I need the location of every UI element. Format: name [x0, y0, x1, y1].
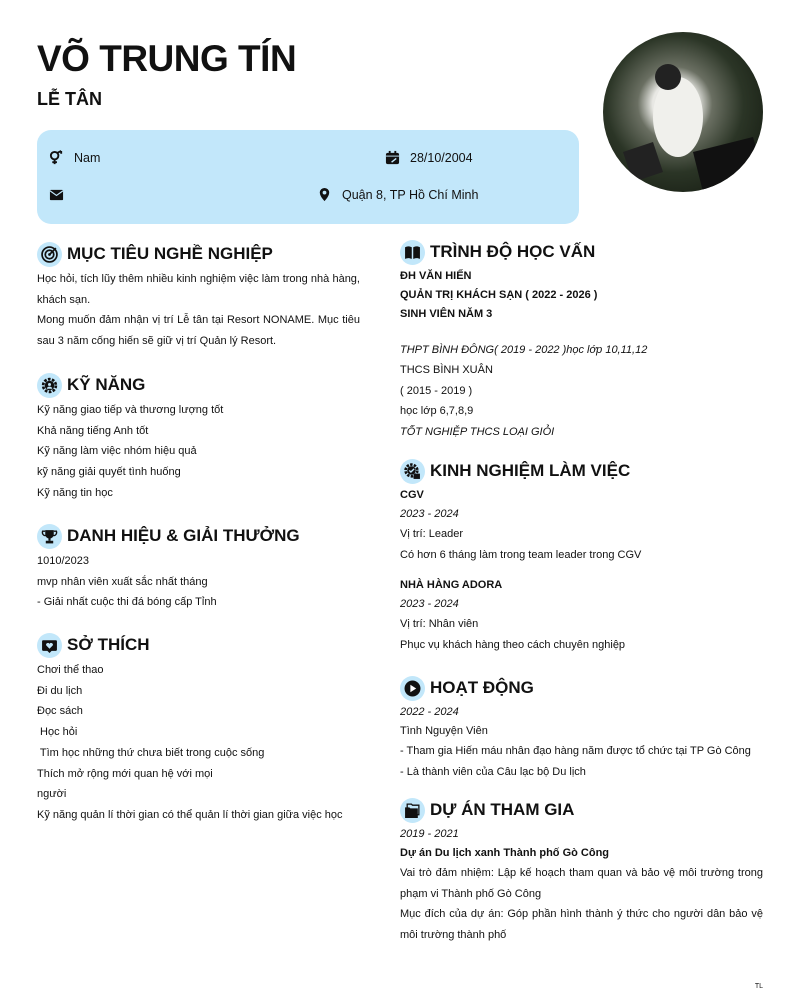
awards-section — [37, 523, 360, 613]
section-title: HOẠT ĐỘNG — [430, 678, 534, 697]
skill-item: Kỹ năng làm việc nhóm hiệu quả — [37, 445, 197, 458]
job-position: Vị trí: Leader — [400, 528, 463, 540]
activity-item: - Là thành viên của Câu lạc bộ Du lịch — [400, 765, 586, 778]
contact-info-box — [37, 130, 579, 224]
page-mark: TL — [754, 983, 763, 990]
activity-item: - Tham gia Hiến máu nhân đạo hàng năm được tổ chức tại TP Gò Công — [400, 745, 751, 757]
gender-icon — [49, 150, 64, 165]
skills-section — [37, 372, 360, 504]
play-circle-icon — [400, 676, 425, 701]
job-company: CGV — [400, 489, 424, 501]
hobby-item: Chơi thể thao — [37, 664, 104, 676]
secondary-result: TỐT NGHIỆP THCS LOẠI GIỎI — [400, 426, 555, 439]
candidate-name: VÕ TRUNG TÍN — [37, 38, 297, 79]
hobbies-section — [37, 632, 360, 826]
hobby-item: Thích mở rộng mới quan hệ với mọi — [37, 767, 213, 780]
education-section — [400, 239, 763, 443]
book-icon — [400, 240, 425, 265]
objective-text: Học hỏi, tích lũy thêm nhiều kinh nghiệm việc làm trong nhà hàng, khách sạn. — [37, 273, 360, 306]
location-pin-icon — [317, 187, 332, 202]
section-title: DỰ ÁN THAM GIA — [430, 800, 575, 819]
activity-period: 2022 - 2024 — [400, 706, 459, 718]
university-major: QUẢN TRỊ KHÁCH SẠN ( 2022 - 2026 ) — [400, 289, 598, 301]
experience-section — [400, 458, 763, 656]
target-icon — [37, 242, 62, 267]
hobby-item: Kỹ năng quản lí thời gian có thể quản lí thời gian giữa việc học — [37, 808, 343, 821]
objective-text: Mong muốn đảm nhận vị trí Lễ tân tại Resort NONAME. Mục tiêu sau 3 năm cống hiến sẽ giữ vị trí Quản lý Resort. — [37, 314, 360, 348]
job-description: Có hơn 6 tháng làm trong team leader trong CGV — [400, 548, 642, 561]
dob-text: 28/10/2004 — [410, 150, 473, 165]
envelope-icon — [49, 187, 64, 202]
project-name: Dự án Du lịch xanh Thành phố Gò Công — [400, 847, 610, 859]
job-description: Phục vụ khách hàng theo cách chuyên nghiệp — [400, 639, 626, 652]
candidate-role: LỄ TÂN — [37, 89, 102, 109]
hobby-item: Tìm học những thứ chưa biết trong cuộc sống — [37, 746, 265, 759]
job-position: Vị trí: Nhân viên — [400, 618, 479, 631]
profile-photo — [603, 32, 763, 192]
project-period: 2019 - 2021 — [400, 828, 459, 840]
job-company: NHÀ HÀNG ADORA — [400, 579, 503, 592]
calendar-icon — [385, 150, 400, 165]
hobby-item: Đi du lịch — [37, 684, 83, 697]
objective-section — [37, 241, 360, 352]
hobby-item: Đọc sách — [37, 705, 83, 718]
section-title: TRÌNH ĐỘ HỌC VẤN — [430, 242, 596, 261]
gender-item — [49, 150, 100, 165]
award-item: 1010/2023 — [37, 555, 89, 567]
secondary-school: THCS BÌNH XUÂN — [400, 364, 493, 376]
address-item — [317, 187, 478, 202]
award-item: - Giải nhất cuộc thi đá bóng cấp Tỉnh — [37, 596, 217, 609]
dob-item — [385, 150, 473, 165]
award-item: mvp nhân viên xuất sắc nhất tháng — [37, 575, 208, 588]
section-title: DANH HIỆU & GIẢI THƯỞNG — [67, 526, 300, 545]
hobby-item: người — [37, 788, 67, 801]
secondary-years: ( 2015 - 2019 ) — [400, 384, 473, 397]
skill-item: kỹ năng giải quyết tình huống — [37, 466, 181, 479]
gender-text: Nam — [74, 150, 101, 165]
email-item — [49, 187, 74, 202]
section-title: MỤC TIÊU NGHỀ NGHIỆP — [67, 244, 273, 263]
skill-item: Kỹ năng giao tiếp và thương lượng tốt — [37, 404, 224, 416]
trophy-icon — [37, 524, 62, 549]
highschool: THPT BÌNH ĐÔNG( 2019 - 2022 )học lớp 10,11,12 — [400, 344, 648, 356]
university-status: SINH VIÊN NĂM 3 — [400, 308, 493, 320]
gear-user-icon — [37, 373, 62, 398]
activity-role: Tình Nguyện Viên — [400, 725, 488, 737]
skill-item: Khả năng tiếng Anh tốt — [37, 424, 149, 437]
job-period: 2023 - 2024 — [400, 508, 459, 520]
project-role: Vai trò đảm nhiệm: Lập kế hoạch tham quan và bảo vệ môi trường trong phạm vi Thành phố Gò Công — [400, 867, 763, 900]
hobby-item: Học hỏi — [37, 726, 78, 739]
gear-check-icon — [400, 459, 425, 484]
section-title: SỞ THÍCH — [67, 635, 150, 654]
secondary-grades: học lớp 6,7,8,9 — [400, 405, 474, 418]
section-title: KINH NGHIỆM LÀM VIỆC — [430, 461, 631, 480]
projects-section — [400, 797, 763, 946]
project-purpose: Mục đích của dự án: Góp phần hình thành ý thức cho người dân bảo vệ môi trường thành phố — [400, 908, 763, 942]
folders-icon — [400, 798, 425, 823]
skill-item: Kỹ năng tin học — [37, 486, 113, 499]
heart-message-icon — [37, 633, 62, 658]
activities-section — [400, 675, 763, 782]
section-title: KỸ NĂNG — [67, 375, 146, 394]
address-text: Quận 8, TP Hồ Chí Minh — [342, 187, 479, 202]
job-period: 2023 - 2024 — [400, 598, 459, 611]
university-name: ĐH VĂN HIẾN — [400, 270, 472, 282]
